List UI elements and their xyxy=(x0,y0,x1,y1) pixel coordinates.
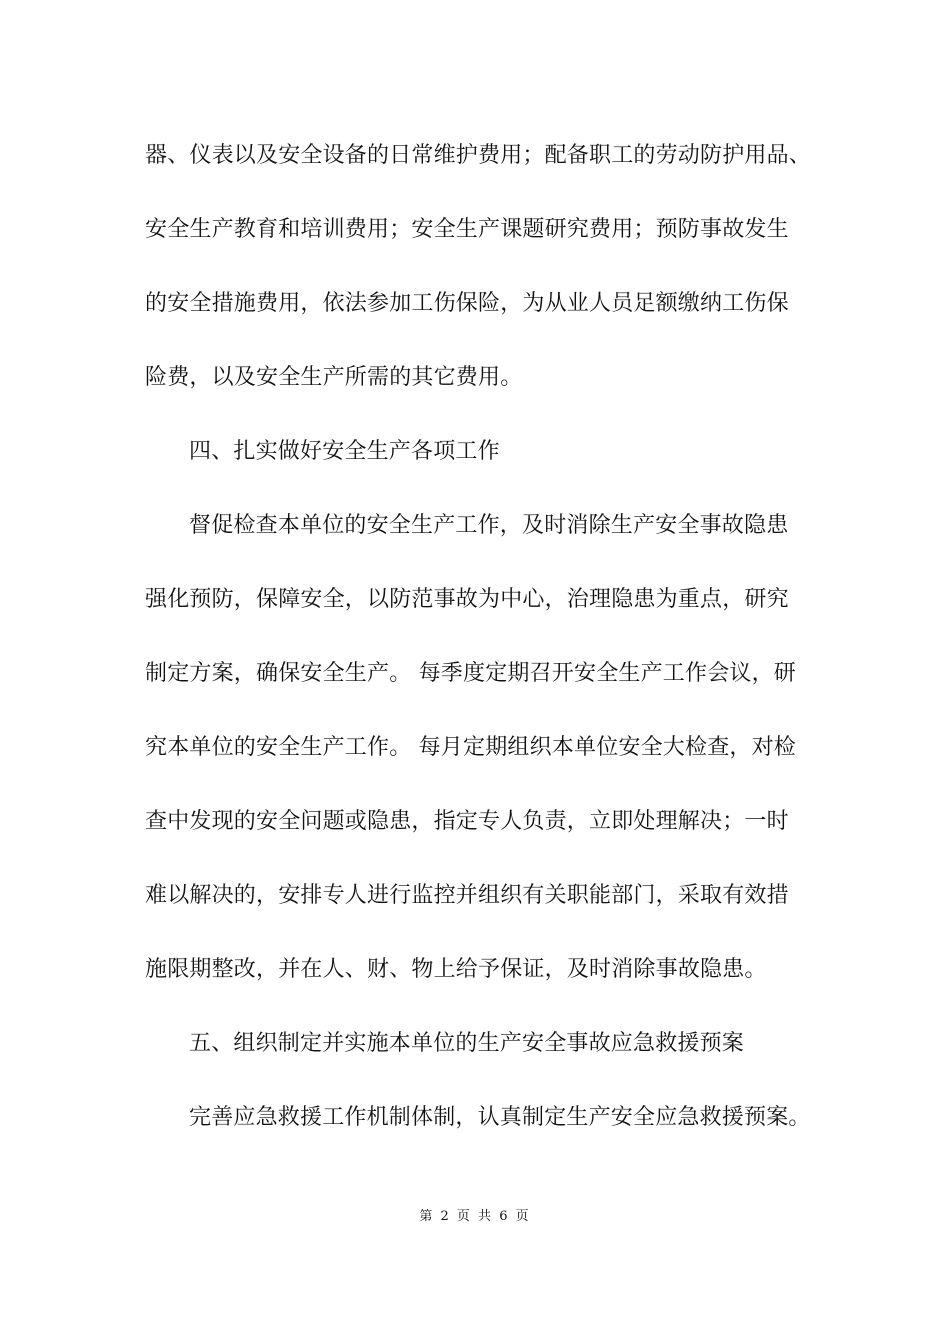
text-line: 完善应急救援工作机制体制，认真制定生产安全应急救援预案。 xyxy=(189,1105,811,1130)
text-line: 难以解决的，安排专人进行监控并组织有关职能部门，采取有效措 xyxy=(145,883,789,908)
text-line: 督促检查本单位的安全生产工作，及时消除生产安全事故隐患 xyxy=(189,513,789,538)
text-line: 的安全措施费用，依法参加工伤保险，为从业人员足额缴纳工伤保 xyxy=(145,291,789,316)
text-line: 究本单位的安全生产工作。 每月定期组织本单位安全大检查，对检 xyxy=(145,735,796,760)
text-line: 查中发现的安全问题或隐患，指定专人负责，立即处理解决；一时 xyxy=(145,809,789,834)
text-line: 施限期整改，并在人、财、物上给予保证，及时消除事故隐患。 xyxy=(145,957,767,982)
section-heading: 四、扎实做好安全生产各项工作 xyxy=(189,439,500,464)
text-line: 安全生产教育和培训费用；安全生产课题研究费用；预防事故发生 xyxy=(145,217,789,242)
text-line: 强化预防，保障安全，以防范事故为中心，治理隐患为重点，研究 xyxy=(145,587,789,612)
page-number-footer: 第 2 页 共 6 页 xyxy=(419,1209,531,1224)
section-heading: 五、组织制定并实施本单位的生产安全事故应急救援预案 xyxy=(189,1031,745,1056)
text-line: 险费，以及安全生产所需的其它费用。 xyxy=(145,365,523,390)
text-line: 器、仪表以及安全设备的日常维护费用；配备职工的劳动防护用品、 xyxy=(145,143,812,168)
text-line: 制定方案，确保安全生产。 每季度定期召开安全生产工作会议，研 xyxy=(145,661,796,686)
